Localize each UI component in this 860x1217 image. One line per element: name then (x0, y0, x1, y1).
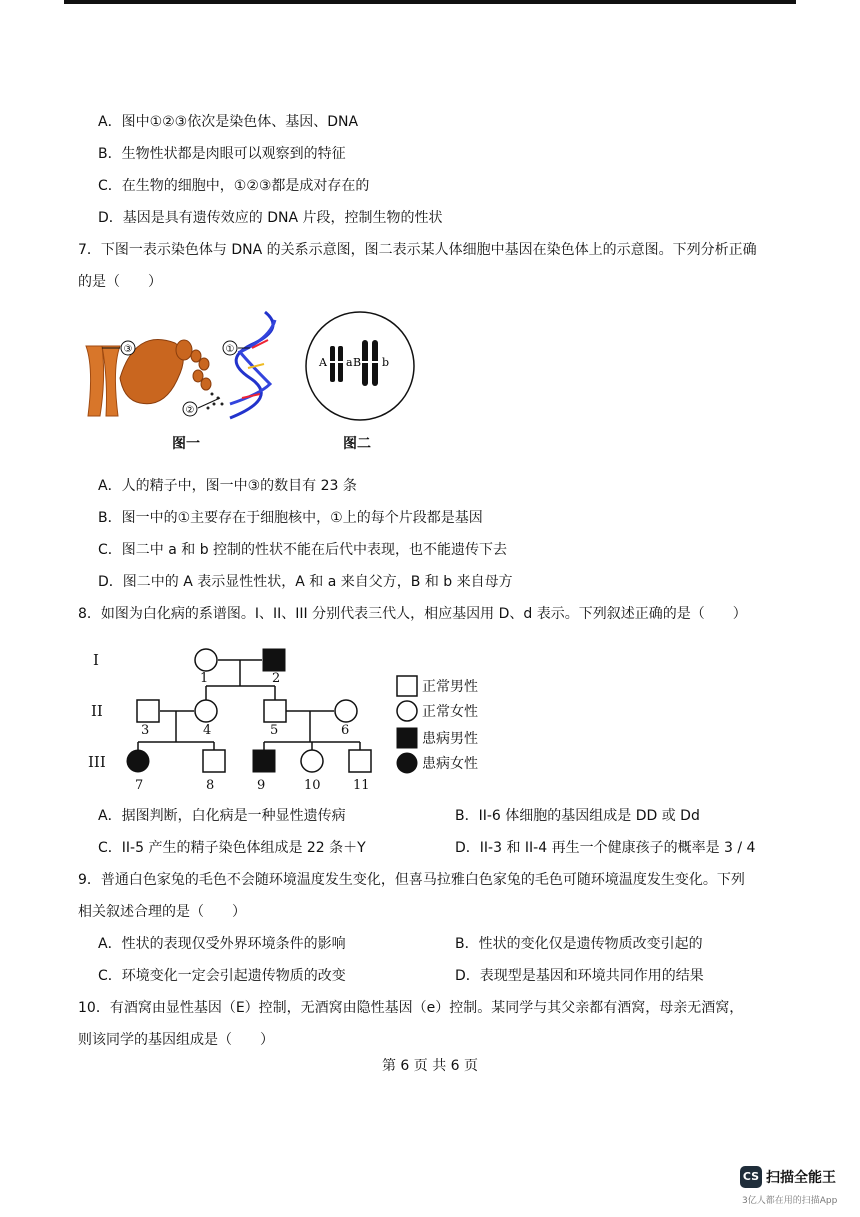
pedigree-number-3: 3 (141, 723, 150, 738)
q7-option-c: C．图二中 a 和 b 控制的性状不能在后代中表现，也不能遗传下去 (98, 542, 508, 558)
pedigree-number-10: 10 (304, 778, 321, 793)
pedigree-number-7: 7 (135, 778, 144, 793)
q8-option-c: C．II-5 产生的精子染色体组成是 22 条＋Y (98, 840, 366, 856)
individual-5-normal-male (264, 700, 286, 722)
fig1-label-3: ③ (123, 344, 133, 355)
fig2-gene-B: B (353, 356, 362, 369)
individual-9-affected-male (253, 750, 275, 772)
pedigree-number-5: 5 (270, 723, 279, 738)
q7-stem-line2: 的是（ ） (78, 274, 162, 290)
q10-stem-line1: 10．有酒窝由显性基因（E）控制，无酒窝由隐性基因（e）控制。某同学与其父亲都有酒窝，母亲无酒窝， (78, 1000, 744, 1016)
fig2-gene-a: a (346, 356, 353, 369)
watermark-tagline: 3亿人都在用的扫描App (742, 1196, 838, 1206)
circle-filled-icon (396, 752, 418, 774)
individual-1-normal-female (195, 649, 217, 671)
fig1-label-2: ② (185, 405, 195, 416)
individual-10-normal-female (301, 750, 323, 772)
q9-option-d: D．表现型是基因和环境共同作用的结果 (455, 968, 704, 984)
q7-stem-line1: 7．下图一表示染色体与 DNA 的关系示意图，图二表示某人体细胞中基因在染色体上的示意图。下列分析正确 (78, 242, 757, 258)
q7-option-d: D．图二中的 A 表示显性性状，A 和 a 来自父方，B 和 b 来自母方 (98, 574, 513, 590)
individual-3-normal-male (137, 700, 159, 722)
page-footer: 第 6 页 共 6 页 (381, 1058, 479, 1074)
legend-normal-male (396, 675, 478, 697)
individual-4-normal-female (195, 700, 217, 722)
q9-stem-line2: 相关叙述合理的是（ ） (78, 904, 246, 920)
pedigree-number-11: 11 (353, 778, 370, 793)
legend-normal-female (396, 700, 478, 722)
square-filled-icon (396, 727, 418, 749)
generation-label-2: II (91, 702, 103, 720)
fig2-caption: 图二 (343, 436, 371, 452)
q9-option-b: B．性状的变化仅是遗传物质改变引起的 (455, 936, 703, 952)
fig1-caption: 图一 (172, 436, 200, 452)
pedigree-number-2: 2 (272, 671, 281, 686)
circle-outline-icon (396, 700, 418, 722)
individual-2-affected-male (263, 649, 285, 671)
q8-option-b: B．II-6 体细胞的基因组成是 DD 或 Dd (455, 808, 700, 824)
legend-label: 患病女性 (422, 756, 478, 772)
figure-two-cell-genes (304, 310, 416, 422)
q8-stem: 8．如图为白化病的系谱图。I、II、III 分别代表三代人，相应基因用 D、d 表示。下列叙述正确的是（ ） (78, 606, 747, 622)
generation-label-3: III (88, 753, 106, 771)
individual-6-normal-female (335, 700, 357, 722)
legend-label: 正常女性 (422, 704, 478, 720)
q8-option-a: A．据图判断，白化病是一种显性遗传病 (98, 808, 346, 824)
fig2-gene-A: A (319, 356, 327, 369)
pedigree-number-1: 1 (200, 671, 209, 686)
dna-double-helix (230, 312, 275, 418)
q6-option-c: C．在生物的细胞中，①②③都是成对存在的 (98, 178, 370, 194)
q9-option-a: A．性状的表现仅受外界环境条件的影响 (98, 936, 346, 952)
individual-8-normal-male (203, 750, 225, 772)
generation-label-1: I (93, 651, 99, 669)
fig1-label-1: ① (225, 344, 235, 355)
pedigree-number-9: 9 (257, 778, 266, 793)
legend-affected-male (396, 727, 478, 749)
camscanner-logo-icon: CS (740, 1166, 762, 1188)
individual-7-affected-female (127, 750, 149, 772)
individual-11-normal-male (349, 750, 371, 772)
watermark-app-name: 扫描全能王 (766, 1170, 836, 1186)
q9-option-c: C．环境变化一定会引起遗传物质的改变 (98, 968, 346, 984)
q9-stem-line1: 9．普通白色家兔的毛色不会随环境温度发生变化，但喜马拉雅白色家兔的毛色可随环境温度发生变化。下列 (78, 872, 745, 888)
q7-option-a: A．人的精子中，图一中③的数目有 23 条 (98, 478, 357, 494)
pedigree-number-6: 6 (341, 723, 350, 738)
albinism-pedigree-chart (120, 640, 380, 780)
fig2-gene-b: b (382, 356, 390, 369)
chromosome-shape (86, 346, 120, 416)
legend-affected-female (396, 752, 478, 774)
legend-label: 正常男性 (422, 679, 478, 695)
q6-option-d: D．基因是具有遗传效应的 DNA 片段，控制生物的性状 (98, 210, 443, 226)
page-top-border (64, 0, 796, 4)
pedigree-number-8: 8 (206, 778, 215, 793)
figure-one-chromosome-dna (80, 308, 300, 428)
q7-option-b: B．图一中的①主要存在于细胞核中，①上的每个片段都是基因 (98, 510, 483, 526)
q6-option-b: B．生物性状都是肉眼可以观察到的特征 (98, 146, 346, 162)
pedigree-number-4: 4 (203, 723, 212, 738)
q8-option-d: D．II-3 和 II-4 再生一个健康孩子的概率是 3 / 4 (455, 840, 756, 856)
q10-stem-line2: 则该同学的基因组成是（ ） (78, 1032, 274, 1048)
legend-label: 患病男性 (422, 731, 478, 747)
q6-option-a: A．图中①②③依次是染色体、基因、DNA (98, 114, 359, 130)
square-outline-icon (396, 675, 418, 697)
